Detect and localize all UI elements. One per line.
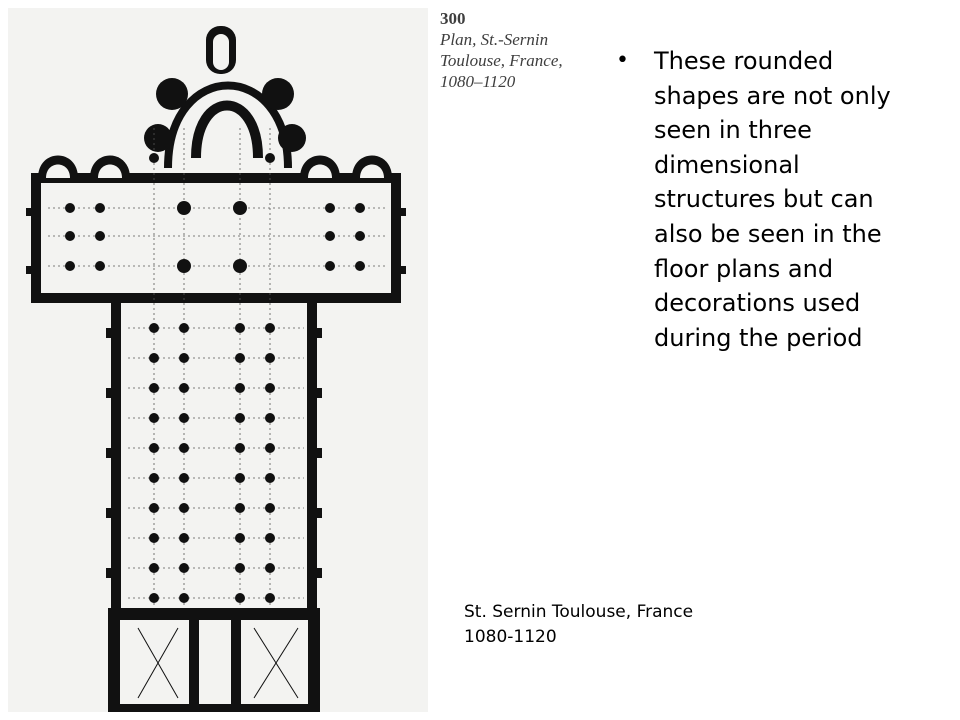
image-caption: [464, 600, 764, 650]
bullet-point: [616, 44, 918, 355]
bullet-text: These rounded shapes are not only seen in three dimensional structures but can also be seen in the floor plans and decorations used during the period: [654, 47, 891, 352]
image-caption-dates: 1080-1120: [464, 627, 557, 647]
figure-caption-line-3: 1080–1120: [440, 72, 516, 91]
figure-caption-line-1: Plan, St.-Sernin: [440, 30, 549, 49]
bullet-marker: •: [616, 48, 629, 73]
figure-number: 300: [440, 9, 466, 28]
floor-plan-drawing: [8, 8, 428, 712]
figure-caption-line-2: Toulouse, France,: [440, 51, 563, 70]
floor-plan-image: [8, 8, 428, 712]
figure-caption: [440, 8, 620, 92]
image-caption-title: St. Sernin Toulouse, France: [464, 602, 694, 622]
